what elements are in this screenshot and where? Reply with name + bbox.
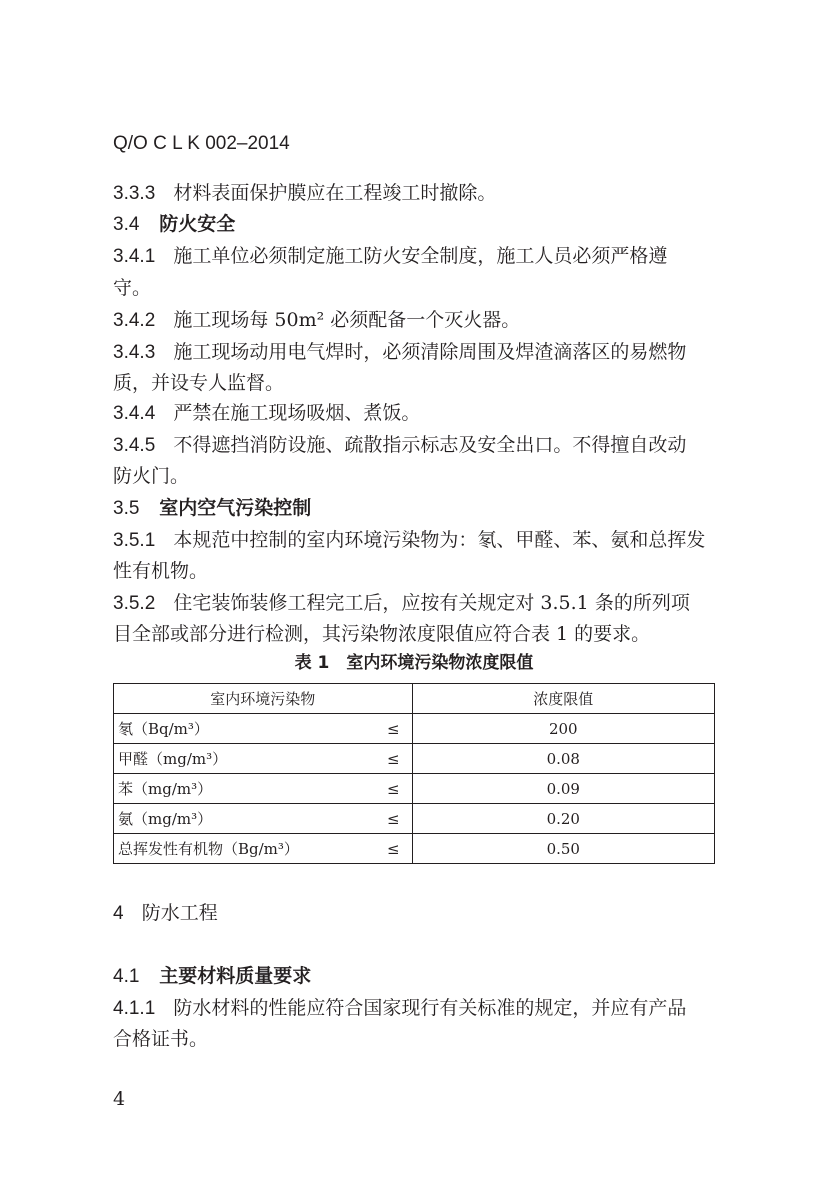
document-code: Q/O C L K 002–2014	[113, 133, 290, 154]
chapter-title: 防水工程	[141, 902, 218, 924]
operator: ≤	[386, 839, 400, 858]
clause-number: 3.5.1	[113, 530, 156, 551]
table-header-row	[114, 684, 715, 714]
clause-continuation: 性有机物。	[113, 560, 209, 582]
clause-continuation: 守。	[113, 277, 152, 299]
section-title: 主要材料质量要求	[159, 965, 312, 987]
clause-number: 3.4.3	[113, 342, 156, 363]
clause-text: 本规范中控制的室内环境污染物为：氡、甲醛、苯、氨和总挥发	[173, 529, 706, 551]
operator: ≤	[386, 749, 400, 768]
section-number: 3.4	[113, 214, 140, 235]
pollutant-name: 甲醛（mg/m³）	[118, 750, 228, 768]
clause-continuation: 合格证书。	[113, 1028, 209, 1050]
pollutant-limits-table	[113, 683, 715, 864]
operator: ≤	[386, 779, 400, 798]
header-limit: 浓度限值	[412, 684, 714, 714]
table-row	[114, 714, 715, 744]
section-heading-3-5	[113, 495, 311, 522]
pollutant-cell	[114, 714, 413, 744]
pollutant-cell	[114, 804, 413, 834]
clause-number: 3.4.5	[113, 435, 156, 456]
limit-value: 0.20	[412, 804, 714, 834]
clause-continuation: 防火门。	[113, 465, 190, 487]
clause-3-4-2	[113, 307, 520, 334]
section-heading-3-4	[113, 211, 235, 238]
section-number: 3.5	[113, 498, 140, 519]
pollutant-cell	[114, 744, 413, 774]
clause-number: 3.5.2	[113, 593, 156, 614]
pollutant-cell	[114, 834, 413, 864]
clause-text: 材料表面保护膜应在工程竣工时撤除。	[173, 182, 497, 204]
section-heading-4-1	[113, 963, 311, 990]
limit-value: 0.08	[412, 744, 714, 774]
chapter-heading-4	[113, 900, 218, 927]
table-row	[114, 744, 715, 774]
table-row	[114, 834, 715, 864]
operator: ≤	[386, 809, 400, 828]
limit-value: 0.50	[412, 834, 714, 864]
clause-number: 3.4.1	[113, 246, 156, 267]
clause-text: 防水材料的性能应符合国家现行有关标准的规定，并应有产品	[173, 997, 687, 1019]
clause-number: 4.1.1	[113, 998, 156, 1019]
header-pollutant: 室内环境污染物	[114, 684, 413, 714]
section-number: 4.1	[113, 966, 140, 987]
clause-3-4-3	[113, 339, 686, 366]
clause-text: 施工单位必须制定施工防火安全制度，施工人员必须严格遵	[173, 245, 668, 267]
clause-text: 施工现场每 50m² 必须配备一个灭火器。	[173, 309, 521, 331]
clause-3-4-4	[113, 400, 420, 427]
page-number: 4	[113, 1088, 126, 1110]
clause-text: 施工现场动用电气焊时，必须清除周围及焊渣滴落区的易燃物	[173, 341, 687, 363]
clause-3-4-1	[113, 243, 667, 270]
clause-continuation: 目全部或部分进行检测，其污染物浓度限值应符合表 1 的要求。	[113, 623, 651, 645]
clause-3-5-1	[113, 527, 705, 554]
clause-3-3-3	[113, 180, 496, 207]
clause-text: 严禁在施工现场吸烟、煮饭。	[173, 402, 421, 424]
pollutant-name: 总挥发性有机物（Bg/m³）	[118, 840, 299, 858]
pollutant-cell	[114, 774, 413, 804]
clause-3-5-2	[113, 590, 690, 617]
table-caption: 表 1 室内环境污染物浓度限值	[294, 653, 534, 673]
section-title: 室内空气污染控制	[159, 497, 312, 519]
operator: ≤	[386, 719, 400, 738]
pollutant-name: 氨（mg/m³）	[118, 810, 213, 828]
chapter-number: 4	[113, 903, 124, 924]
limit-value: 200	[412, 714, 714, 744]
table-row	[114, 774, 715, 804]
pollutant-name: 氡（Bq/m³）	[118, 720, 209, 738]
clause-3-4-5	[113, 432, 686, 459]
clause-number: 3.3.3	[113, 183, 156, 204]
clause-text: 住宅装饰装修工程完工后，应按有关规定对 3.5.1 条的所列项	[173, 592, 690, 614]
clause-text: 不得遮挡消防设施、疏散指示标志及安全出口。不得擅自改动	[173, 434, 687, 456]
clause-continuation: 质，并设专人监督。	[113, 372, 285, 394]
clause-number: 3.4.2	[113, 310, 156, 331]
clause-number: 3.4.4	[113, 403, 156, 424]
section-title: 防火安全	[159, 213, 236, 235]
pollutant-name: 苯（mg/m³）	[118, 780, 213, 798]
limit-value: 0.09	[412, 774, 714, 804]
clause-4-1-1	[113, 995, 686, 1022]
table-row	[114, 804, 715, 834]
